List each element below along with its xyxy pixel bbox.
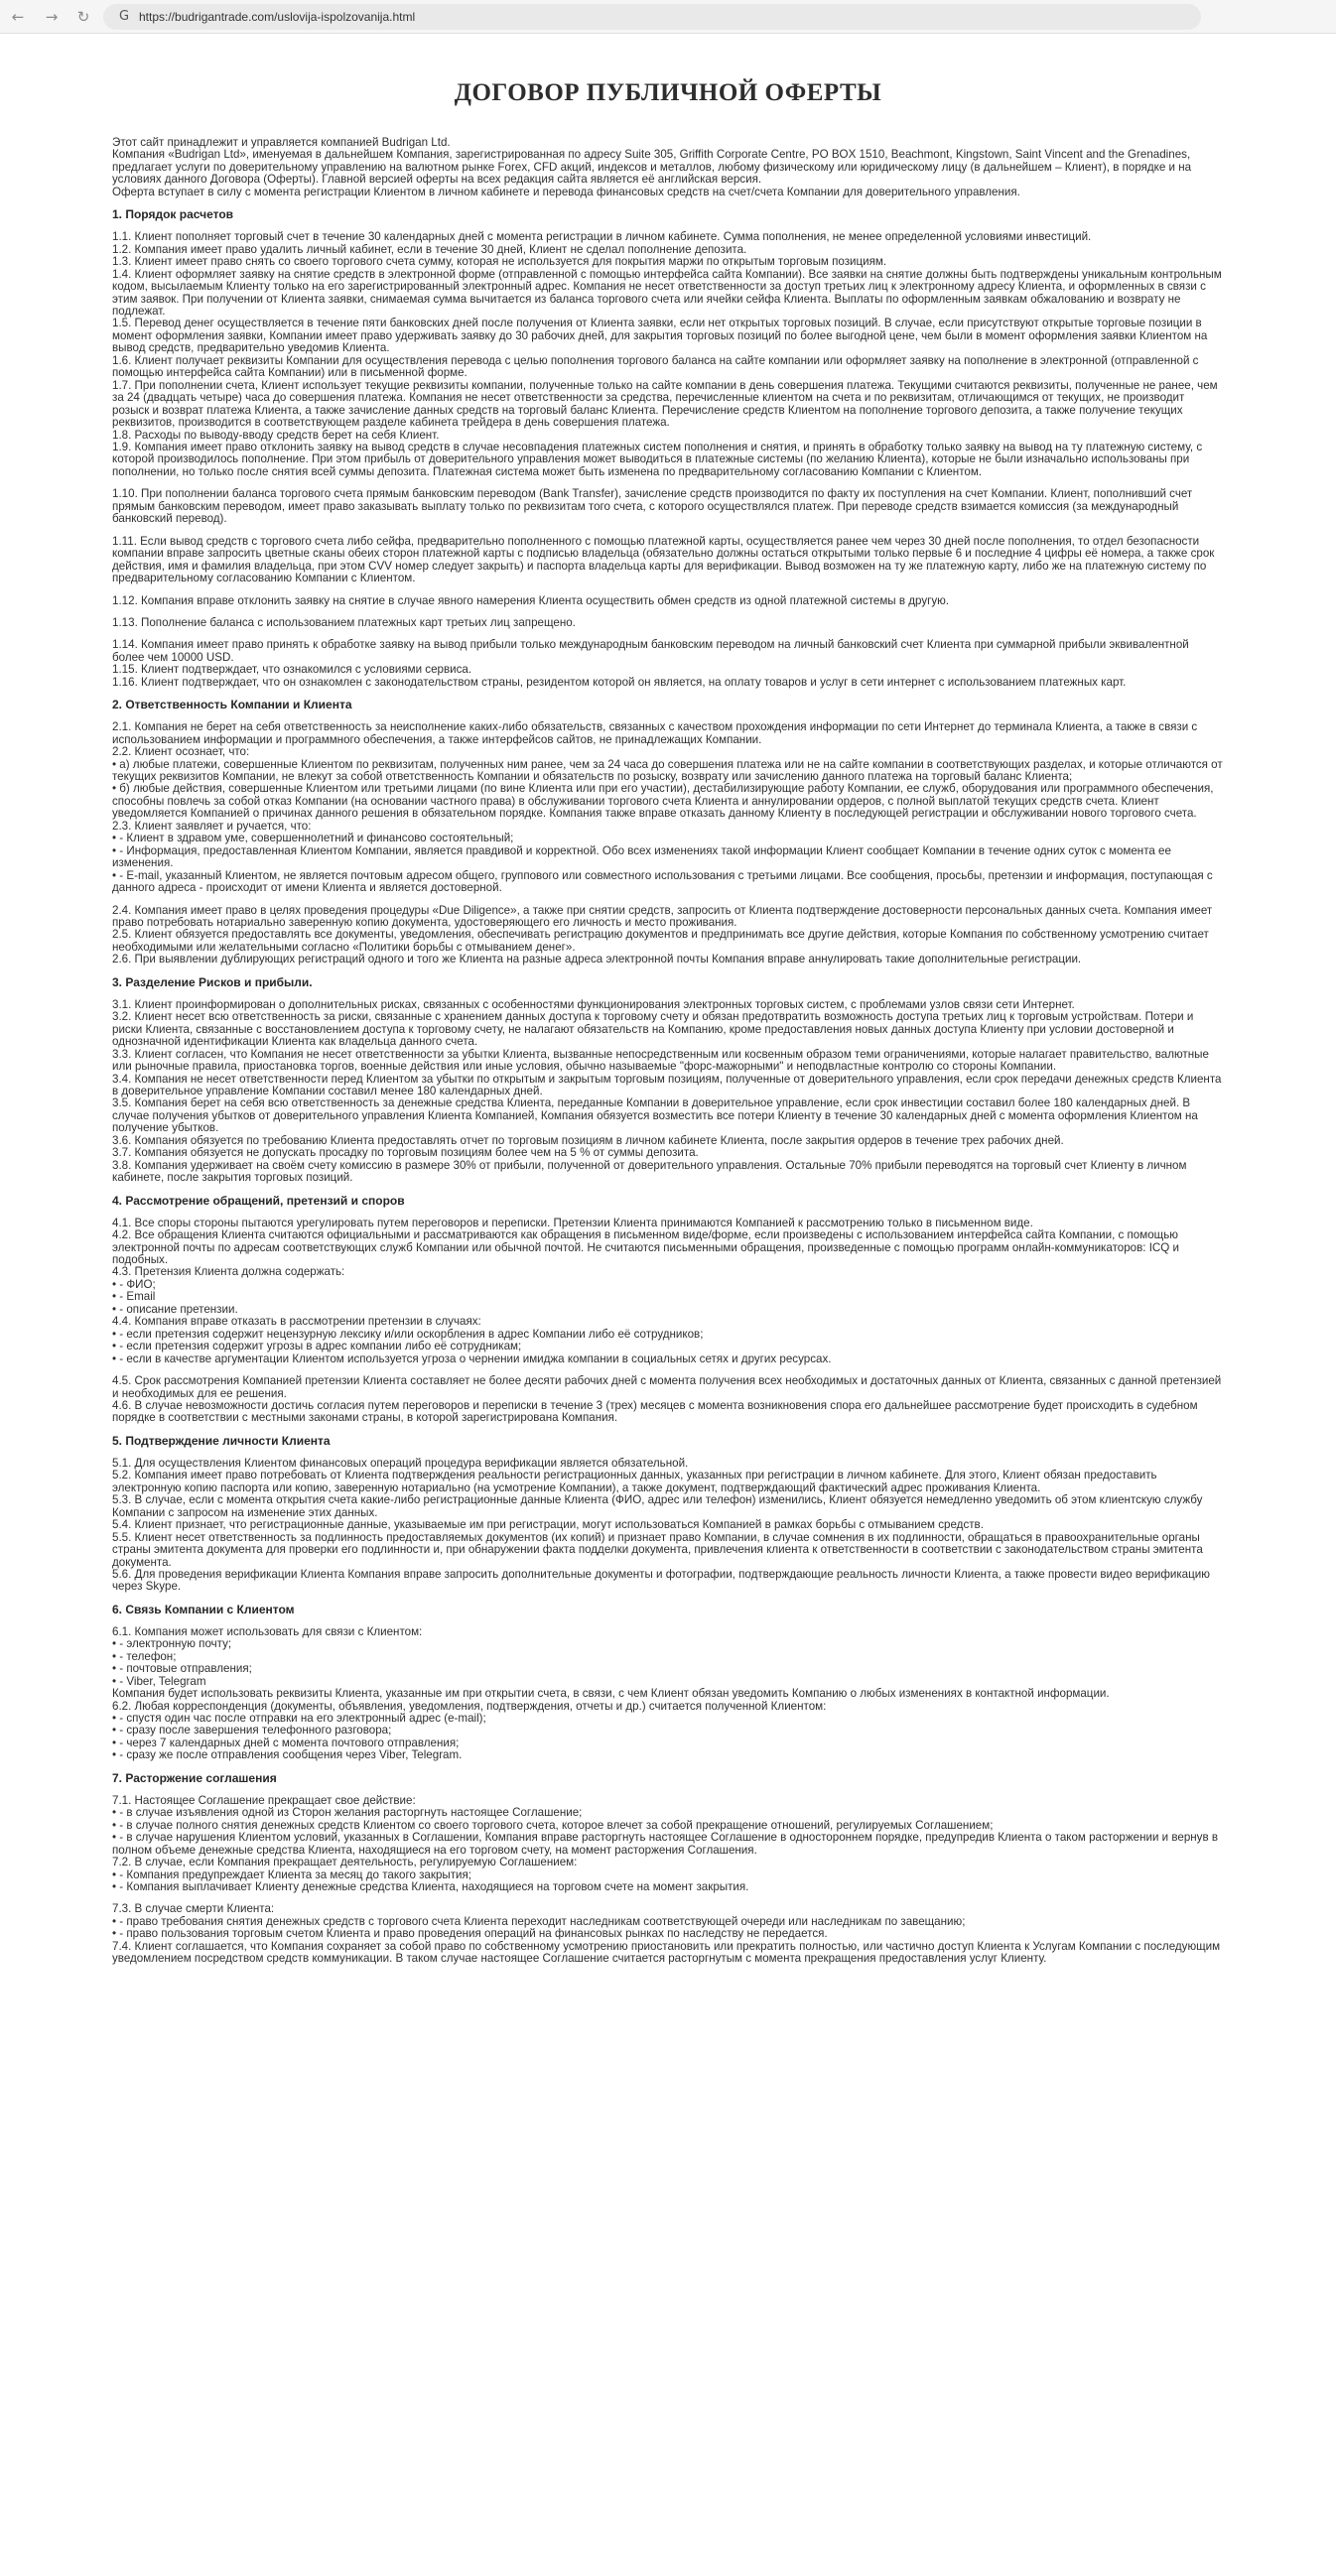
- clause-paragraph: 2.5. Клиент обязуется предоставлять все документы, уведомления, обеспечивать регистрацию документов и предпринимать все другие действия, которые Компания по собственному усмотрению считает необходимыми или желательными согласно «Политики борьбы с отмыванием денег».: [112, 928, 1209, 954]
- clause-paragraph: 2.2. Клиент осознает, что:: [112, 745, 250, 759]
- clause-paragraph: • - право пользования торговым счетом Клиента и право проведения операций на финансовых рынках по наследству не передается.: [112, 1927, 828, 1941]
- section-heading: 4. Рассмотрение обращений, претензий и споров: [112, 1193, 405, 1208]
- clause-paragraph: • - если претензия содержит угрозы в адрес компании либо её сотрудникам;: [112, 1340, 522, 1353]
- clause-paragraph: 5.1. Для осуществления Клиентом финансовых операций процедура верификации является обязательной.: [112, 1456, 689, 1470]
- section-heading: 2. Ответственность Компании и Клиента: [112, 698, 352, 712]
- reload-icon[interactable]: ↻: [76, 8, 90, 26]
- clause-paragraph: 1.7. При пополнении счета, Клиент использует текущие реквизиты компании, полученные только на сайте компании в день совершения платежа. Текущими считаются реквизиты, полученные не ранее, чем за 24 (двадцать четыре) часа до совершения платежа. Компания не несет ответственности за средства, перечисленные клиентом на счета и по реквизитам, отличающимся от текущих, не производит розыск и возврат платежа Клиента, а также зачисление данных средств на торговый баланс Клиента. Перечисление средств Клиентом на пополнение торгового депозита, а также получение текущих реквизитов, производится в соответствующем разделе кабинета трейдера в день совершения платежа.: [112, 378, 1218, 430]
- clause-paragraph: • б) любые действия, совершенные Клиентом или третьими лицами (по вине Клиента или при его участии), дестабилизирующие работу Компании, ее служб, оборудования или программного обеспечения, способны повлечь за собой отказ Компании (на основании частного права) в обслуживании торгового счета Клиента и аннулировании ордеров, с полной выплатой текущих средств счета. Клиент уведомляется Компанией о причинах данного решения в обязательном порядке. Компания также вправе отказать данному Клиенту в последующей регистрации и обслуживании нового торгового счета.: [112, 782, 1214, 821]
- clause-paragraph: 7.1. Настоящее Соглашение прекращает свое действие:: [112, 1793, 416, 1807]
- clause-paragraph: • - сразу после завершения телефонного разговора;: [112, 1724, 392, 1738]
- clause-paragraph: • - сразу же после отправления сообщения через Viber, Telegram.: [112, 1748, 463, 1762]
- clause-paragraph: 3.4. Компания не несет ответственности перед Клиентом за убытки по открытым и закрытым торговым позициям, полученные от доверительного управления, если срок передачи денежных средств Клиента в доверительное управление Компании составил менее 180 календарных дней.: [112, 1072, 1222, 1097]
- clause-paragraph: 2.4. Компания имеет право в целях проведения процедуры «Due Diligence», а также при снятии средств, запросить от Клиента подтверждение достоверности персональных данных счета. Компания имеет право потребовать нотариально заверенную копию документа, удостоверяющего его личность и место проживания.: [112, 903, 1213, 930]
- clause-paragraph: 2.1. Компания не берет на себя ответственность за неисполнение каких-либо обязательств, связанных с качеством прохождения информации по сети Интернет до терминала Клиента, а также в связи с использованием информации и программного обеспечения, а также интерфейсов сайтов, не принадлежащих Компании.: [112, 720, 1198, 746]
- clause-paragraph: 3.3. Клиент согласен, что Компания не несет ответственности за убытки Клиента, вызванные непосредственным или косвенным образом теми ограничениями, которые налагает правительство, валютные или рыночные правила, приостановка торгов, военные действия или иные условия, обычно называемые "форс-мажорными" и неподвластные контролю со стороны Компании.: [112, 1047, 1209, 1074]
- document-section: [112, 207, 1224, 689]
- clause-paragraph: 3.8. Компания удерживает на своём счету комиссию в размере 30% от прибыли, полученной от доверительного управления. Остальные 70% прибыли переводятся на торговый счет Клиенту в личном кабинете, после закрытия торговых позиций.: [112, 1158, 1187, 1185]
- clause-paragraph: 1.4. Клиент оформляет заявку на снятие средств в электронной форме (отправленной с помощью интерфейса сайта Компании). Все заявки на снятие должны быть подтверждены уникальным контрольным кодом, высылаемым Клиенту только на его зарегистрированный электронный адрес. Компания не несет ответственности за доступ третьих лиц к электронному адресу Клиента, и оформленных в связи с этим заявок. При получении от Клиента заявки, снимаемая сумма вычитается из баланса торгового счета или ячейки сейфа Клиента. Выплаты по оформленным заявкам обжалованию и возврату не подлежат.: [112, 267, 1222, 318]
- clause-paragraph: • - спустя один час после отправки на его электронный адрес (e-mail);: [112, 1712, 486, 1726]
- clause-paragraph: • - описание претензии.: [112, 1302, 238, 1316]
- clause-paragraph: • - Компания предупреждает Клиента за месяц до такого закрытия;: [112, 1868, 472, 1881]
- clause-paragraph: 1.1. Клиент пополняет торговый счет в течение 30 календарных дней с момента регистрации в личном кабинете. Сумма пополнения, не менее определенной условиями инвестиций.: [112, 230, 1092, 244]
- document-section: [112, 698, 1224, 966]
- document-section: [112, 1194, 1224, 1425]
- clause-paragraph: • - через 7 календарных дней с момента почтового отправления;: [112, 1736, 460, 1749]
- intro-paragraph: Компания «Budrigan Ltd», именуемая в дальнейшем Компания, зарегистрированная по адресу Suite 305, Griffith Corporate Centre, PO BOX 1510, Beachmont, Kingstown, Saint Vincent and the Grenadines, предлагает услуги по доверительному управлению на валютном рынке Forex, CFD акций, индексов и металлов, любому физическому или юридическому лицу (в дальнейшем – Клиент), в порядке и на условиях данного Договора (Оферты). Главной версией оферты на всех редакция сайта является её английская версия.: [112, 148, 1192, 187]
- document-section: [112, 1603, 1224, 1762]
- clause-paragraph: Компания будет использовать реквизиты Клиента, указанные им при открытии счета, в связи, с чем Клиент обязан уведомить Компанию о любых изменениях в контактной информации.: [112, 1687, 1110, 1701]
- clause-paragraph: 7.4. Клиент соглашается, что Компания сохраняет за собой право по собственному усмотрению приостановить или прекратить полностью, или частично доступ Клиента к Услугам Компании с последующим уведомлением посредством средств коммуникации. В таком случае настоящее Соглашение считается расторгнутым с момента прекращения предоставления услуг Клиенту.: [112, 1939, 1221, 1966]
- clause-paragraph: 2.3. Клиент заявляет и ручается, что:: [112, 819, 312, 833]
- page-title: ДОГОВОР ПУБЛИЧНОЙ ОФЕРТЫ: [454, 79, 882, 106]
- clause-paragraph: 5.3. В случае, если с момента открытия счета какие-либо регистрационные данные Клиента (ФИО, адрес или телефон) изменились, Клиент обязуется немедленно уведомить об этом клиентскую службу Компании с запросом на изменение этих данных.: [112, 1493, 1203, 1519]
- intro-paragraph: Оферта вступает в силу с момента регистрации Клиентом в личном кабинете и перевода финансовых средств на счет/счета Компании для доверительного управления.: [112, 185, 1020, 198]
- clause-paragraph: • - почтовые отправления;: [112, 1662, 252, 1676]
- clause-paragraph: 3.2. Клиент несет всю ответственность за риски, связанные с хранением данных доступа к торговому счету и обязан предотвратить возможность доступа третьих лиц к торговым устройствам. Потери и риски Клиента, связанные с восстановлением доступа к торговому счету, не налагают обязательств на Компанию, кроме предоставления новых данных доступа Клиенту при условии достоверной и однозначной идентификации Клиента как владельца данного счета.: [112, 1010, 1194, 1049]
- clause-paragraph: • - в случае полного снятия денежных средств Клиентом со своего торгового счета, которое влечет за собой прекращение отношений, регулируемых Соглашением;: [112, 1818, 994, 1832]
- clause-paragraph: • - телефон;: [112, 1649, 177, 1663]
- clause-paragraph: 4.1. Все споры стороны пытаются урегулировать путем переговоров и переписки. Претензии Клиента принимаются Компанией к рассмотрению только в письменном виде.: [112, 1216, 1033, 1229]
- clause-paragraph: • - электронную почту;: [112, 1637, 232, 1651]
- document-section: [112, 1771, 1224, 1966]
- document-section: [112, 1434, 1224, 1594]
- clause-paragraph: • - в случае нарушения Клиентом условий, указанных в Соглашении, Компания вправе расторгнуть настоящее Соглашение в одностороннем порядке, предупредив Клиента о таком расторжении и вернув в полном объеме денежные средства Клиента, находящиеся на его торговом счету, на момент расторжения Соглашения.: [112, 1831, 1219, 1857]
- address-bar[interactable]: [103, 4, 1201, 30]
- clause-paragraph: 2.6. При выявлении дублирующих регистраций одного и того же Клиента на разные адреса электронной почты Компания вправе аннулировать такие дополнительные регистрации.: [112, 953, 1082, 966]
- document-section: [112, 975, 1224, 1185]
- clause-paragraph: 6.1. Компания может использовать для связи с Клиентом:: [112, 1624, 423, 1638]
- clause-paragraph: • - право требования снятия денежных средств с торгового счета Клиента переходит наследникам соответствующей очереди или наследникам по завещанию;: [112, 1914, 966, 1928]
- clause-paragraph: 1.5. Перевод денег осуществляется в течение пяти банковских дней после получения от Клиента заявки, если нет открытых торговых позиций. В случае, если присутствуют открытые торговые позиции в момент оформления заявки, Компании имеет право удерживать заявку до 30 рабочих дней, для закрытия торговых позиций по более выгодной цене, чем были в момент оформления заявки Клиентом на вывод средств, предварительно уведомив Клиента.: [112, 317, 1208, 355]
- clause-paragraph: 4.5. Срок рассмотрения Компанией претензии Клиента составляет не более десяти рабочих дней с момента получения всех необходимых и достаточных данных от Клиента, связанных с данной претензией и необходимых для ее решения.: [112, 1374, 1222, 1400]
- clause-paragraph: 1.2. Компания имеет право удалить личный кабинет, если в течение 30 дней, Клиент не сделал пополнение депозита.: [112, 242, 747, 256]
- clause-paragraph: • - Viber, Telegram: [112, 1674, 206, 1688]
- clause-paragraph: • - Клиент в здравом уме, совершеннолетний и финансово состоятельный;: [112, 832, 514, 845]
- clause-paragraph: 3.6. Компания обязуется по требованию Клиента предоставлять отчет по торговым позициям в личном кабинете Клиента, после закрытия ордеров в течение трех рабочих дней.: [112, 1133, 1064, 1147]
- forward-arrow-icon[interactable]: →: [45, 8, 59, 26]
- browser-toolbar: [0, 0, 1336, 34]
- clause-paragraph: 7.2. В случае, если Компания прекращает деятельность, регулируемую Соглашением:: [112, 1856, 578, 1869]
- clause-paragraph: 5.2. Компания имеет право потребовать от Клиента подтверждения реальности регистрационных данных, указанных при регистрации в личном кабинете. Для этого, Клиент обязан предоставить электронную копию паспорта или копию, заверенную нотариально (на усмотрение Компании), а также документ, подтверждающий фактический адрес проживания Клиента.: [112, 1469, 1157, 1494]
- clause-paragraph: 3.5. Компания берет на себя всю ответственность за денежные средства Клиента, переданные Компании в доверительное управление, если срок инвестиции составил более 180 календарных дней. В случае получения убытков от доверительного управления Клиента Компанией, Компания обязуется возместить все потери Клиенту в течение 30 календарных дней с момента оформления Клиентом на получение убытков.: [112, 1096, 1198, 1135]
- back-arrow-icon[interactable]: ←: [11, 8, 25, 26]
- intro-paragraph: Этот сайт принадлежит и управляется компанией Budrigan Ltd.: [112, 136, 451, 149]
- section-heading: 6. Связь Компании с Клиентом: [112, 1602, 295, 1616]
- clause-paragraph: 3.7. Компания обязуется не допускать просадку по торговым позициям более чем на 5 % от суммы депозита.: [112, 1146, 699, 1160]
- clause-paragraph: • а) любые платежи, совершенные Клиентом по реквизитам, полученных ним ранее, чем за 24 часа до совершения платежа или не на сайте компании в соответствующих разделах, и которые отличаются от текущих реквизитов Компании, не влекут за собой ответственность Компании и обязательств по розыску, возврату или зачислению данного платежа на торговый баланс Клиента;: [112, 757, 1223, 784]
- clause-paragraph: 1.13. Пополнение баланса с использованием платежных карт третьих лиц запрещено.: [112, 615, 576, 629]
- clause-paragraph: 1.3. Клиент имеет право снять со своего торгового счета сумму, которая не используется для покрытия маржи по открытым торговым позициям.: [112, 255, 887, 269]
- paragraph-spacer: [112, 585, 1224, 595]
- url-text[interactable]: https://budrigantrade.com/uslovija-ispolzovanija.html: [139, 10, 416, 24]
- sections-container: [112, 207, 1224, 1965]
- clause-paragraph: 7.3. В случае смерти Клиента:: [112, 1902, 275, 1916]
- clause-paragraph: 6.2. Любая корреспонденция (документы, объявления, уведомления, подтверждения, отчеты и др.) считается полученной Клиентом:: [112, 1699, 827, 1713]
- clause-paragraph: 5.4. Клиент признает, что регистрационные данные, указываемые им при регистрации, могут использоваться Компанией в рамках борьбы с отмыванием средств.: [112, 1518, 984, 1532]
- clause-paragraph: • - Информация, предоставленная Клиентом Компании, является правдивой и корректной. Обо всех изменениях такой информации Клиент сообщает Компании в течение одних суток с момента ее изменения.: [112, 843, 1171, 870]
- clause-paragraph: 1.6. Клиент получает реквизиты Компании для осуществления перевода с целью пополнения торгового баланса на сайте компании или оформляет заявку на пополнение в электронной (отправленной с помощью интерфейса сайта Компании) или в письменной форме.: [112, 353, 1199, 380]
- clause-paragraph: • - Email: [112, 1290, 156, 1304]
- section-heading: 5. Подтверждение личности Клиента: [112, 1433, 331, 1448]
- clause-paragraph: • - в случае изъявления одной из Сторон желания расторгнуть настоящее Соглашение;: [112, 1806, 583, 1820]
- clause-paragraph: 1.12. Компания вправе отклонить заявку на снятие в случае явного намерения Клиента осуществить обмен средств из одной платежной системы в другую.: [112, 593, 950, 607]
- paragraph-spacer: [112, 1893, 1224, 1903]
- clause-paragraph: • - если претензия содержит нецензурную лексику и/или оскорбления в адрес Компании либо её сотрудников;: [112, 1327, 704, 1341]
- section-heading: 3. Разделение Рисков и прибыли.: [112, 974, 313, 989]
- clause-paragraph: 1.11. Если вывод средств с торгового счета либо сейфа, предварительно пополненного с помощью платежной карты, осуществляется ранее чем через 30 дней после пополнения, то отдел безопасности компании вправе запросить цветные сканы обеих сторон платежной карты с подписью владельца (обязательно должны остаться открытыми только первые 6 и последние 4 цифры её номера, а также срок действия, имя и фамилия владельца, при этом CVV номер следует закрыть) и паспорта владельца карты для верификации. Вывод возможен на ту же платежную карту, либо же на платежную систему по предварительному согласованию Компании с Клиентом.: [112, 534, 1215, 585]
- offer-document: [112, 137, 1224, 1966]
- clause-paragraph: 1.16. Клиент подтверждает, что он ознакомлен с законодательством страны, резидентом которой он является, на оплату товаров и услуг в сети интернет с использованием платежных карт.: [112, 675, 1127, 689]
- clause-paragraph: 4.3. Претензия Клиента должна содержать:: [112, 1265, 345, 1279]
- clause-paragraph: 4.2. Все обращения Клиента считаются официальными и рассматриваются как обращения в письменном виде/форме, если произведены с использованием интерфейса сайта Компании, с помощью электронной почты по адресам соответствующих служб Компании или обычной почтой. Не считаются письменными обращения, произведенные с помощью программ онлайн-коммуникаторов: ICQ и подобных.: [112, 1228, 1180, 1266]
- clause-paragraph: 5.5. Клиент несет ответственность за подлинность предоставляемых документов (их копий) и признает право Компании, в случае сомнения в их подлинности, обращаться в правоохранительные органы страны эмитента документа для проверки его подлинности и, при обнаружении факта подделки документа, привлечения клиента к ответственности в соответствии с законодательством страны эмитента документа.: [112, 1530, 1203, 1569]
- clause-paragraph: 1.9. Компания имеет право отклонить заявку на вывод средств в случае несовпадения платежных систем пополнения и снятия, и принять в обработку только заявку на вывод на ту платежную систему, с которой производилось пополнение. При этом прибыль от доверительного управления может выводиться в платежные системы (по желанию Клиента), которые не были изначально использованы при пополнении, но только после снятия всей суммы депозита. Платежная система может быть изменена по предварительному согласованию Компании с Клиентом.: [112, 440, 1203, 478]
- clause-paragraph: 1.14. Компания имеет право принять к обработке заявку на вывод прибыли только международным банковским переводом на личный банковский счет Клиента при суммарной прибыли эквивалентной более чем 10000 USD.: [112, 638, 1189, 664]
- clause-paragraph: 4.4. Компания вправе отказать в рассмотрении претензии в случаях:: [112, 1315, 481, 1329]
- clause-paragraph: 4.6. В случае невозможности достичь согласия путем переговоров и переписки в течение 3 (трех) месяцев с момента возникновения спора его дальнейшее рассмотрение будет происходить в судебном порядке в соответствии с местными законами страны, в которой зарегистрирована Компания.: [112, 1398, 1198, 1425]
- clause-paragraph: 1.10. При пополнении баланса торгового счета прямым банковским переводом (Bank Transfer), зачисление средств производится по факту их поступления на счет Компании. Клиент, пополнивший счет прямым банковским переводом, имеет право заказывать выплату только по реквизитам того счета, с которого осуществлялся платеж. При переводе средств взимается комиссия (за международный банковский перевод).: [112, 487, 1193, 526]
- clause-paragraph: • - если в качестве аргументации Клиентом используется угроза о чернении имиджа компании в социальных сетях и других ресурсах.: [112, 1352, 832, 1365]
- section-heading: 7. Расторжение соглашения: [112, 1770, 277, 1785]
- clause-paragraph: • - E-mail, указанный Клиентом, не является почтовым адресом общего, группового или совместного использования с третьими лицами. Все сообщения, просьбы, претензии и информация, поступающая с данного адреса - происходит от имени Клиента и является достоверной.: [112, 868, 1213, 895]
- clause-paragraph: 1.15. Клиент подтверждает, что ознакомился с условиями сервиса.: [112, 663, 472, 677]
- clause-paragraph: 5.6. Для проведения верификации Клиента Компания вправе запросить дополнительные документы и фотографии, подтверждающие реальность личности Клиента, а также провести видео верификацию через Skype.: [112, 1567, 1210, 1594]
- site-info-icon[interactable]: G: [118, 9, 130, 24]
- clause-paragraph: • - Компания выплачивает Клиенту денежные средства Клиента, находящиеся на торговом счете на момент закрытия.: [112, 1880, 749, 1894]
- clause-paragraph: 3.1. Клиент проинформирован о дополнительных рисках, связанных с особенностями функционирования электронных торговых систем, с проблемами узлов связи сети Интернет.: [112, 997, 1075, 1011]
- section-heading: 1. Порядок расчетов: [112, 207, 234, 222]
- intro-block: [112, 137, 1224, 198]
- clause-paragraph: • - ФИО;: [112, 1277, 156, 1291]
- clause-paragraph: 1.8. Расходы по выводу-вводу средств берет на себя Клиент.: [112, 428, 440, 442]
